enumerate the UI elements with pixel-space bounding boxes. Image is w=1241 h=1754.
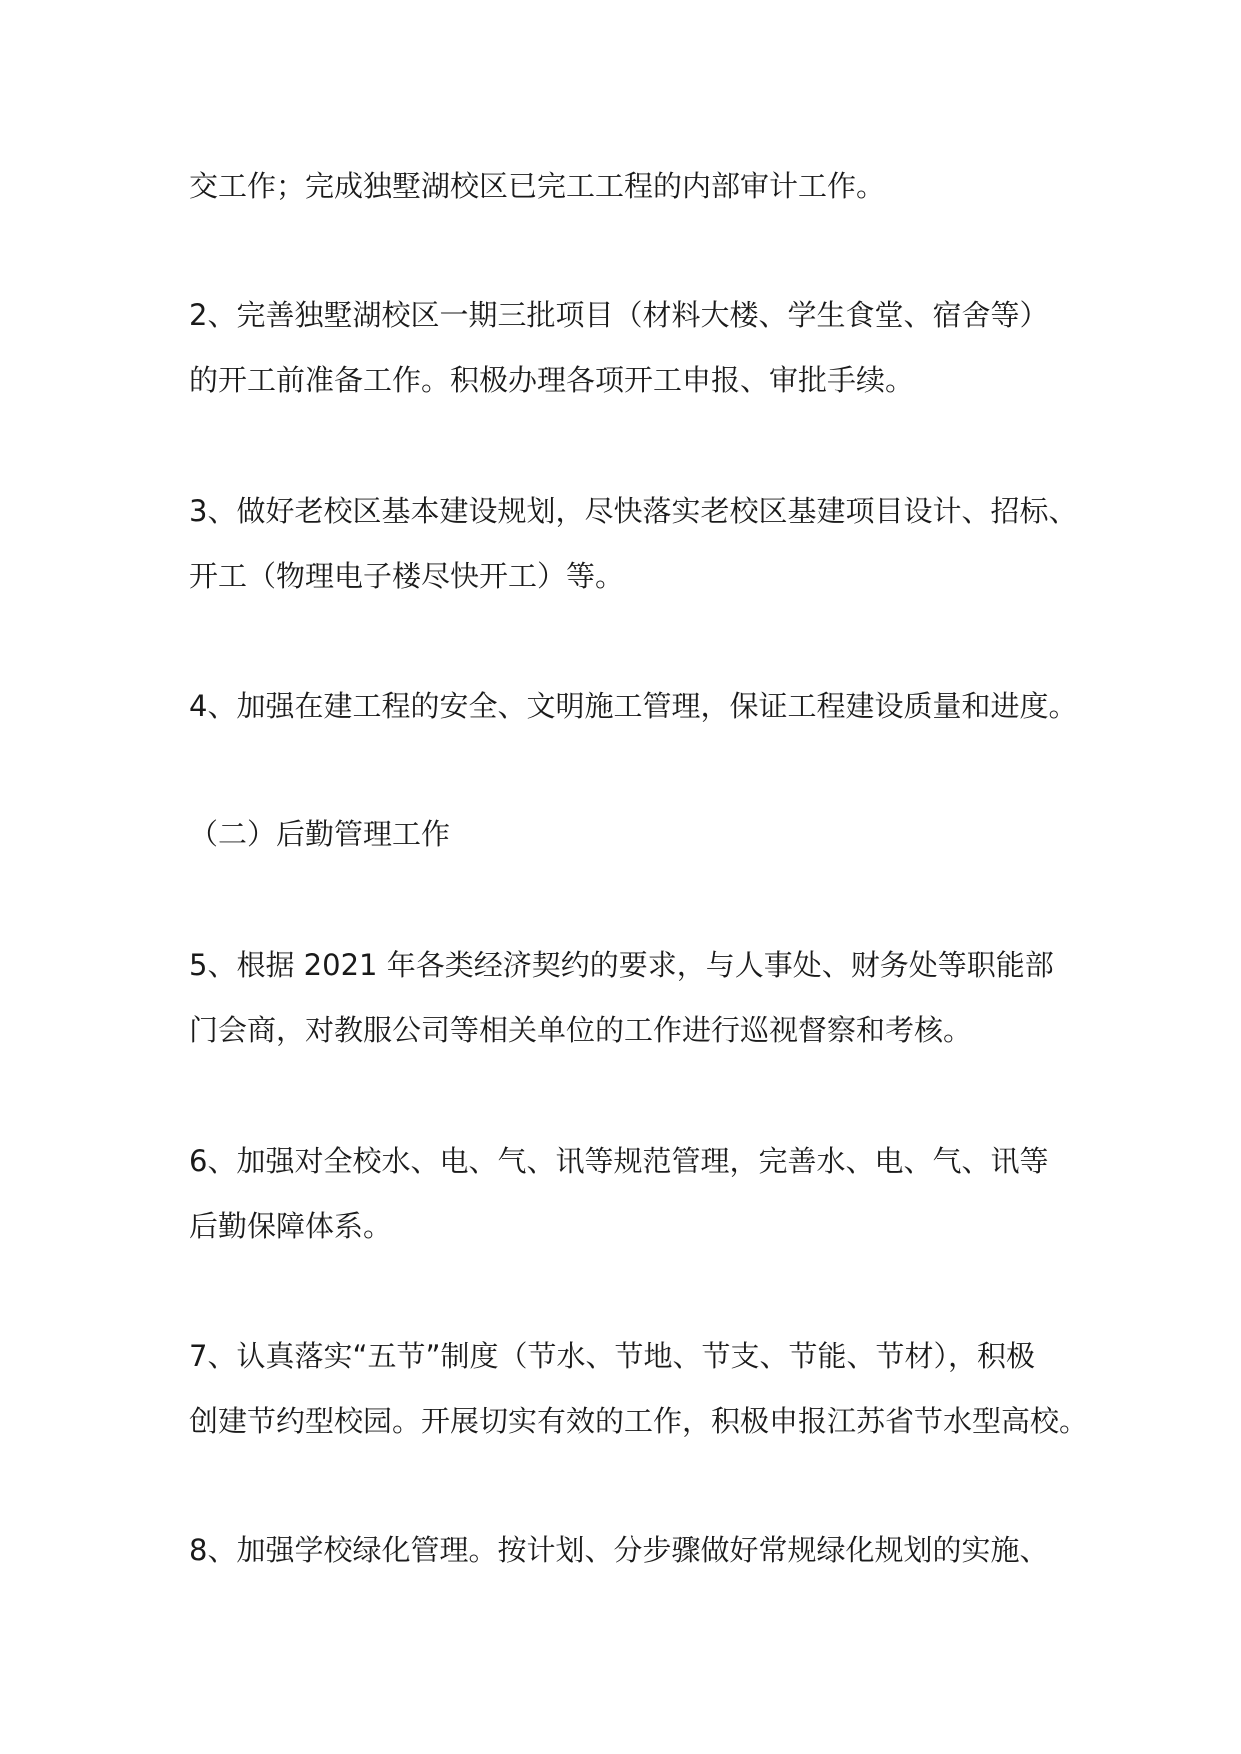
text-line: 5、根据 2021 年各类经济契约的要求，与人事处、财务处等职能部: [189, 948, 1054, 982]
text-line: 后勤保障体系。: [189, 1209, 393, 1243]
text-line: 8、加强学校绿化管理。按计划、分步骤做好常规绿化规划的实施、: [189, 1533, 1049, 1567]
text-line: 3、做好老校区基本建设规划，尽快落实老校区基建项目设计、招标、: [189, 494, 1078, 528]
text-line: 门会商，对教服公司等相关单位的工作进行巡视督察和考核。: [189, 1013, 973, 1047]
text-line: 7、认真落实“五节”制度（节水、节地、节支、节能、节材），积极: [189, 1339, 1035, 1373]
text-line: 的开工前准备工作。积极办理各项开工申报、审批手续。: [189, 363, 915, 397]
text-line: 交工作；完成独墅湖校区已完工工程的内部审计工作。: [189, 169, 886, 203]
section-heading: （二）后勤管理工作: [189, 817, 451, 851]
text-line: 开工（物理电子楼尽快开工）等。: [189, 559, 625, 593]
text-line: 2、完善独墅湖校区一期三批项目（材料大楼、学生食堂、宿舍等）: [189, 298, 1049, 332]
text-line: 4、加强在建工程的安全、文明施工管理，保证工程建设质量和进度。: [189, 689, 1078, 723]
text-line: 创建节约型校园。开展切实有效的工作，积极申报江苏省节水型高校。: [189, 1404, 1089, 1438]
text-line: 6、加强对全校水、电、气、讯等规范管理，完善水、电、气、讯等: [189, 1144, 1049, 1178]
